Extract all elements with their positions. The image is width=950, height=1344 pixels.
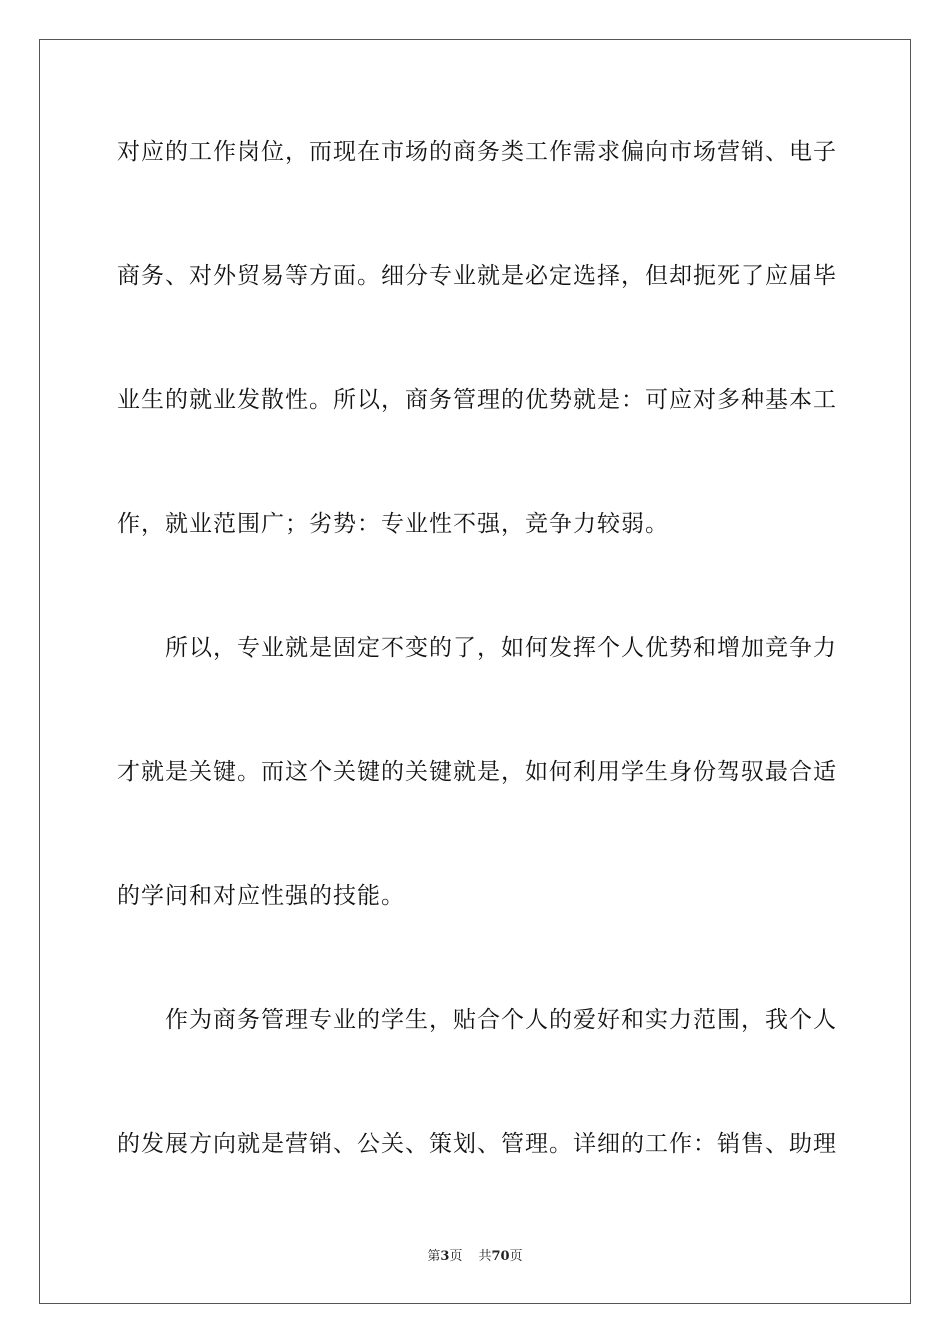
page-footer: [0, 1248, 950, 1266]
body-text-line: 的学问和对应性强的技能。: [117, 883, 405, 909]
total-pages: 70: [491, 1249, 510, 1264]
body-text-line: 商务、对外贸易等方面。细分专业就是必定选择，但却扼死了应届毕: [117, 263, 837, 289]
body-text-line: 才就是关键。而这个关键的关键就是，如何利用学生身份驾驭最合适: [117, 759, 837, 785]
paragraph-first-line: 所以，专业就是固定不变的了，如何发挥个人优势和增加竞争力: [165, 635, 837, 661]
body-text-line: 对应的工作岗位，而现在市场的商务类工作需求偏向市场营销、电子: [117, 139, 837, 165]
page-border: [39, 39, 911, 1304]
page-prefix: 第: [427, 1249, 441, 1264]
total-suffix: 页: [509, 1249, 523, 1264]
body-text-line: 作，就业范围广；劣势：专业性不强，竞争力较弱。: [117, 511, 669, 537]
body-text-line: 的发展方向就是营销、公关、策划、管理。详细的工作：销售、助理: [117, 1131, 837, 1157]
page-number: 3: [440, 1249, 450, 1264]
body-text-line: 业生的就业发散性。所以，商务管理的优势就是：可应对多种基本工: [117, 387, 837, 413]
paragraph-first-line: 作为商务管理专业的学生，贴合个人的爱好和实力范围，我个人: [165, 1007, 837, 1033]
page-suffix: 页: [449, 1249, 463, 1264]
total-prefix: 共: [478, 1249, 492, 1264]
